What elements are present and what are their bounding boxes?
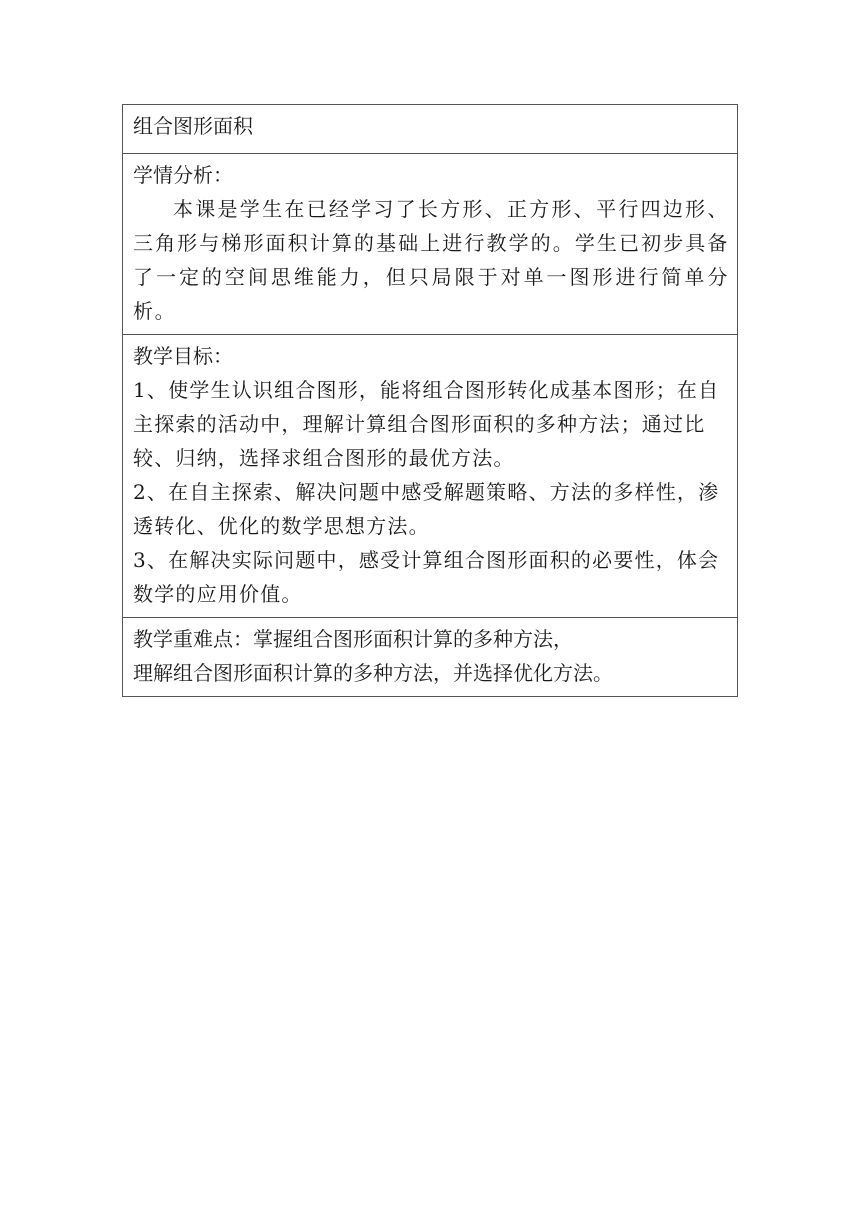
key-points-line-1: 教学重难点：掌握组合图形面积计算的多种方法， [133,627,573,651]
objectives-heading: 教学目标： [133,344,233,368]
key-points-line-2: 理解组合图形面积计算的多种方法，并选择优化方法。 [133,661,613,685]
objective-item-1: 1、使学生认识组合图形，能将组合图形转化成基本图形；在自主探索的活动中，理解计算组合图形面积的多种方法；通过比较、归纳，选择求组合图形的最优方法。 [133,378,720,470]
lesson-title: 组合图形面积 [133,114,253,138]
analysis-row [123,154,738,335]
analysis-heading: 学情分析： [133,163,233,187]
objective-item-3: 3、在解决实际问题中，感受计算组合图形面积的必要性，体会数学的应用价值。 [133,548,720,606]
objective-item-2: 2、在自主探索、解决问题中感受解题策略、方法的多样性，渗透转化、优化的数学思想方法。 [133,480,720,538]
title-row [123,105,738,154]
title-cell [123,105,738,154]
analysis-paragraph: 本课是学生在已经学习了长方形、正方形、平行四边形、三角形与梯形面积计算的基础上进行教学的。学生已初步具备了一定的空间思维能力，但只局限于对单一图形进行简单分析。 [133,197,729,323]
objectives-cell [123,335,738,618]
key-points-cell [123,618,738,697]
analysis-cell [123,154,738,335]
objectives-row [123,335,738,618]
key-points-row [123,618,738,697]
lesson-plan-table [122,104,738,697]
